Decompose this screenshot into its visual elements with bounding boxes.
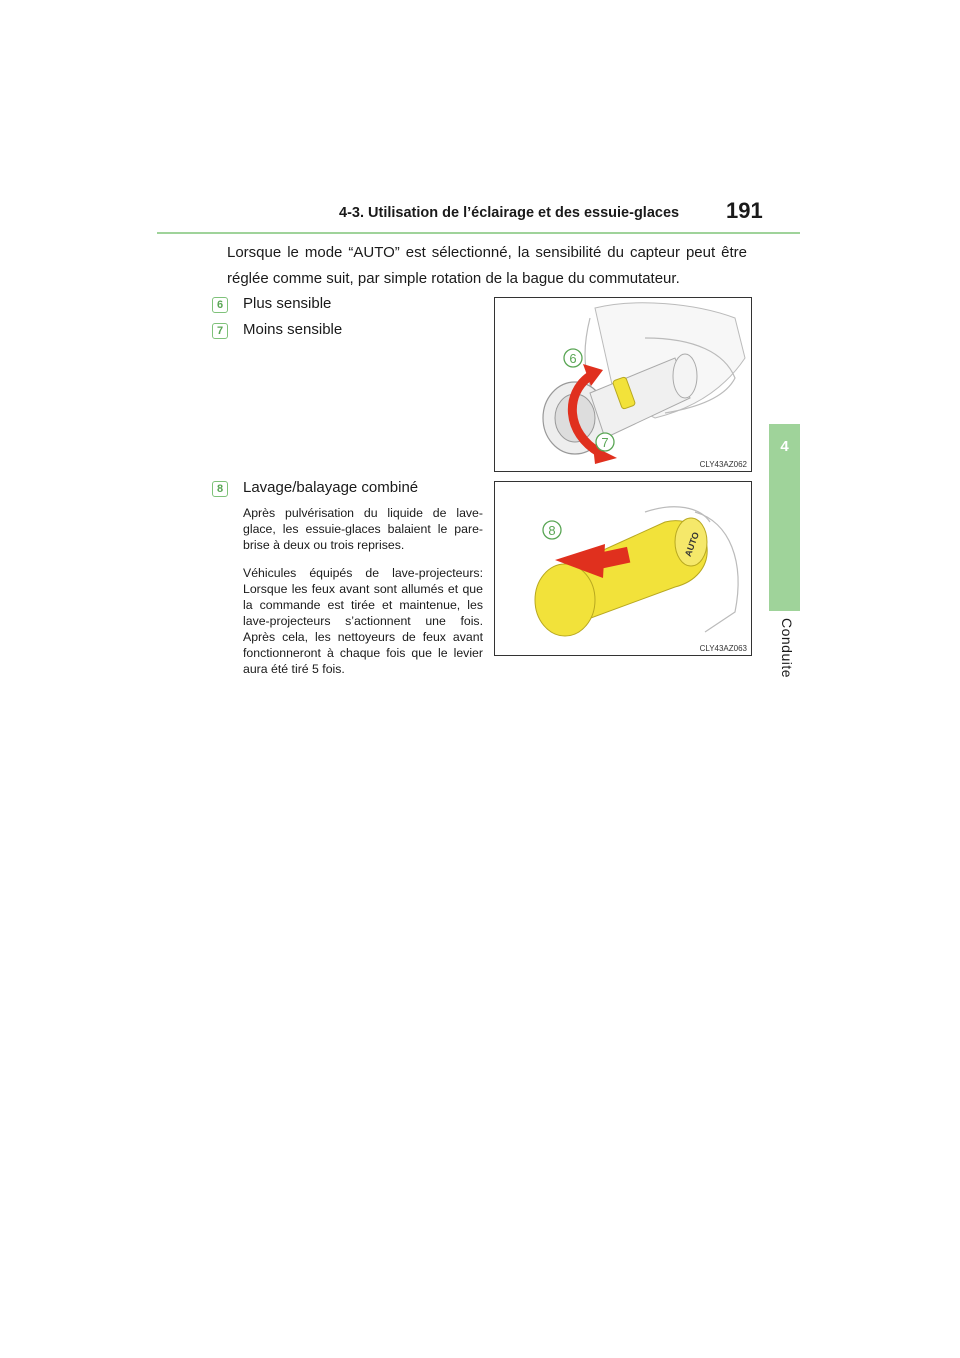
item-label-more-sensitive: Plus sensible bbox=[243, 295, 332, 312]
figure-wash-pull bbox=[494, 481, 752, 656]
wash-description-2: Véhicules équipés de lave-projecteurs: Lorsque les feux avant sont allumés et que la commande est tirée et maintenue, les lave-projecteurs s’actionnent une fois. Après cela, les nettoyeurs de feux avant fonctionneront à chaque fois que le levier aura été tiré 5 fois. bbox=[243, 566, 483, 676]
figure-callout-7: 7 bbox=[601, 435, 609, 450]
step-number-badge: 8 bbox=[212, 481, 228, 497]
item-label-wash-wipe: Lavage/balayage combiné bbox=[243, 479, 419, 496]
figure-callout-6: 6 bbox=[569, 351, 577, 366]
wash-description-1: Après pulvérisation du liquide de lave-glace, les essuie-glaces balaient le pare-brise à deux ou trois reprises. bbox=[243, 506, 483, 552]
figure-code: CLY43AZ062 bbox=[699, 460, 747, 469]
section-header-title: 4-3. Utilisation de l’éclairage et des essuie-glaces bbox=[339, 205, 680, 221]
chapter-label: Conduite bbox=[779, 618, 795, 679]
page-number: 191 bbox=[726, 198, 763, 223]
figure-code: CLY43AZ063 bbox=[699, 644, 747, 653]
wash-pull-illustration bbox=[495, 482, 751, 655]
switch-auto-label: AUTO bbox=[682, 530, 701, 558]
step-number-badge: 6 bbox=[212, 297, 228, 313]
step-number-badge: 7 bbox=[212, 323, 228, 339]
intro-paragraph: Lorsque le mode “AUTO” est sélectionné, la sensibilité du capteur peut être réglée comme suit, par simple rotation de la bague du commutateur. bbox=[227, 244, 747, 287]
sensitivity-ring-illustration bbox=[495, 298, 751, 471]
item-label-less-sensitive: Moins sensible bbox=[243, 321, 343, 338]
header-divider bbox=[157, 232, 800, 234]
figure-sensitivity-ring bbox=[494, 297, 752, 472]
figure-callout-8: 8 bbox=[548, 523, 556, 538]
chapter-number: 4 bbox=[780, 438, 789, 455]
chapter-tab bbox=[769, 424, 800, 611]
